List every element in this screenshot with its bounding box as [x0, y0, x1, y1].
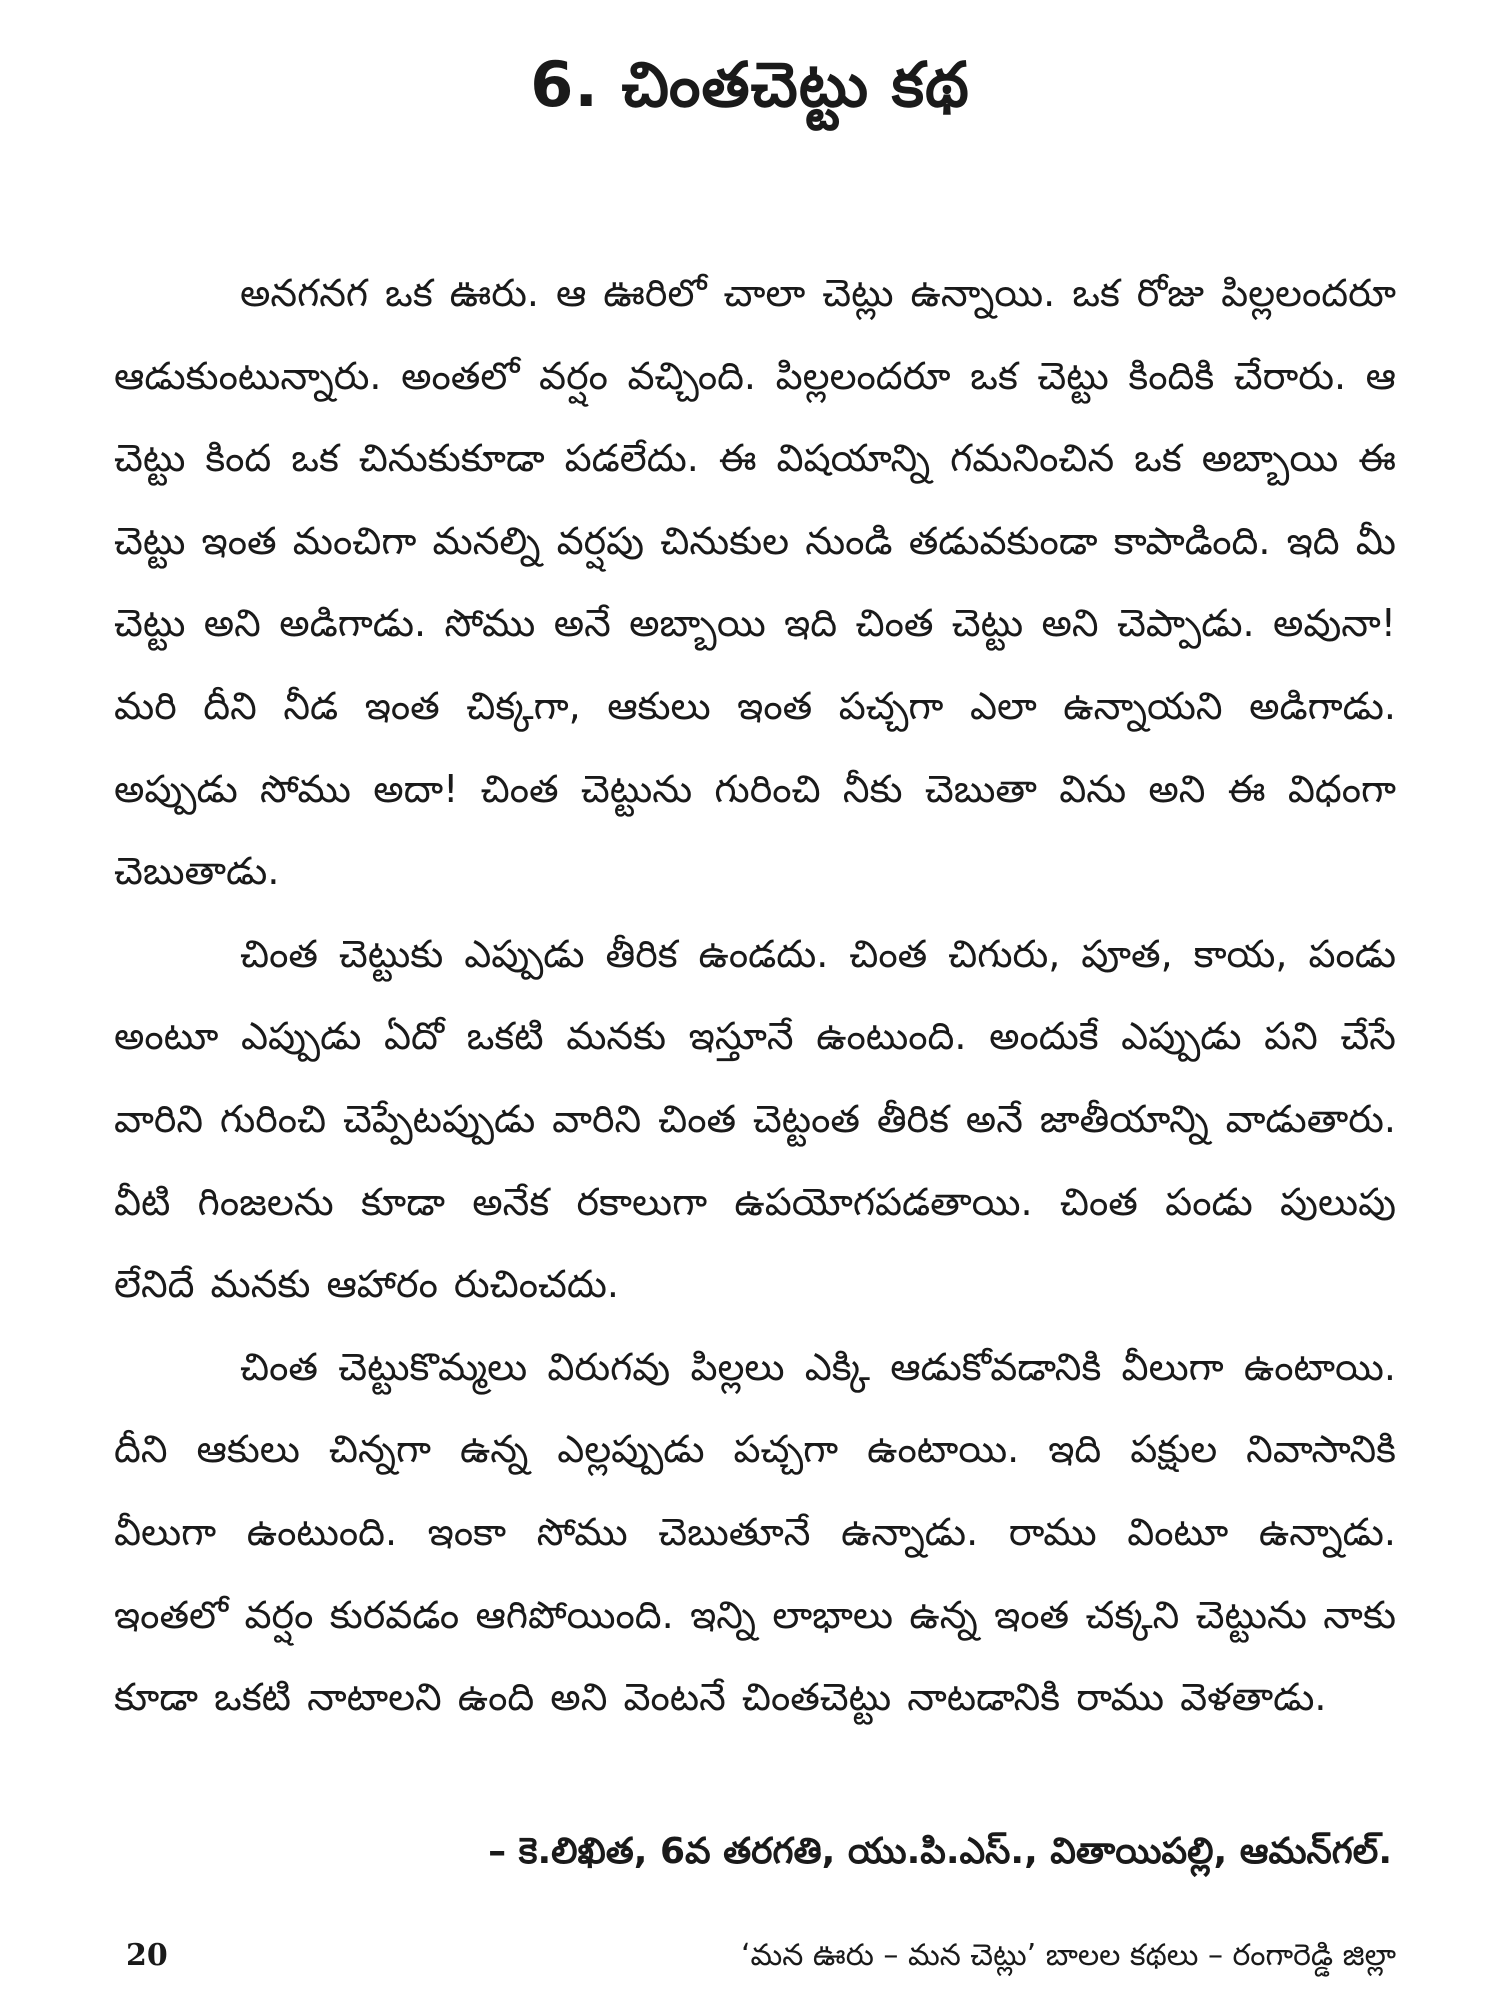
book-title-footer: ‘మన ఊరు – మన చెట్లు’ బాలల కథలు – రంగారెడ్డి జిల్లా [740, 1938, 1396, 1973]
story-paragraph-1: అనగనగ ఒక ఊరు. ఆ ఊరిలో చాలా చెట్లు ఉన్నాయి. ఒక రోజు పిల్లలందరూ ఆడుకుంటున్నారు. అంతలో వర్షం వచ్చింది. పిల్లలందరూ ఒక చెట్టు కిందికి చేరారు. ఆ చెట్టు కింద ఒక చినుకుకూడా పడలేదు. ఈ విషయాన్ని గమనించిన ఒక అబ్బాయి ఈ చెట్టు ఇంత మంచిగా మనల్ని వర్షపు చినుకుల నుండి తడువకుండా కాపాడింది. ఇది మీ చెట్టు అని అడిగాడు. సోము అనే అబ్బాయి ఇది చింత చెట్టు అని చెప్పాడు. అవునా! మరి దీని నీడ ఇంత చిక్కగా, ఆకులు ఇంత పచ్చగా ఎలా ఉన్నాయని అడిగాడు. అప్పుడు సోము అదా! చింత చెట్టును గురించి నీకు చెబుతా విను అని ఈ విధంగా చెబుతాడు. [114, 271, 1396, 894]
story-paragraph-2: చింత చెట్టుకు ఎప్పుడు తీరిక ఉండదు. చింత చిగురు, పూత, కాయ, పండు అంటూ ఎప్పుడు ఏదో ఒకటి మనకు ఇస్తూనే ఉంటుంది. అందుకే ఎప్పుడు పని చేసే వారిని గురించి చెప్పేటప్పుడు వారిని చింత చెట్టంత తీరిక అనే జాతీయాన్ని వాడుతారు. వీటి గింజలను కూడా అనేక రకాలుగా ఉపయోగపడతాయి. చింత పండు పులుపు లేనిదే మనకు ఆహారం రుచించదు. [114, 931, 1396, 1307]
page-number: 20 [126, 1938, 168, 1973]
story-paragraph-3: చింత చెట్టుకొమ్మలు విరుగవు పిల్లలు ఎక్కి ఆడుకోవడానికి వీలుగా ఉంటాయి. దీని ఆకులు చిన్నగా ఉన్న ఎల్లప్పుడు పచ్చగా ఉంటాయి. ఇది పక్షుల నివాసానికి వీలుగా ఉంటుంది. ఇంకా సోము చెబుతూనే ఉన్నాడు. రాము వింటూ ఉన్నాడు. ఇంతలో వర్షం కురవడం ఆగిపోయింది. ఇన్ని లాభాలు ఉన్న ఇంత చక్కని చెట్టును నాకు కూడా ఒకటి నాటాలని ఉంది అని వెంటనే చింతచెట్టు నాటడానికి రాము వెళతాడు. [114, 1344, 1396, 1720]
story-title: 6. చింతచెట్టు కథ [530, 48, 970, 121]
page-footer [114, 1932, 1396, 1980]
author-credit: – కె.లిఖిత, 6వ తరగతి, యు.పి.ఎస్., వితాయిపల్లి, ఆమన్‌గల్. [488, 1831, 1392, 1872]
story-body [114, 252, 1396, 1739]
